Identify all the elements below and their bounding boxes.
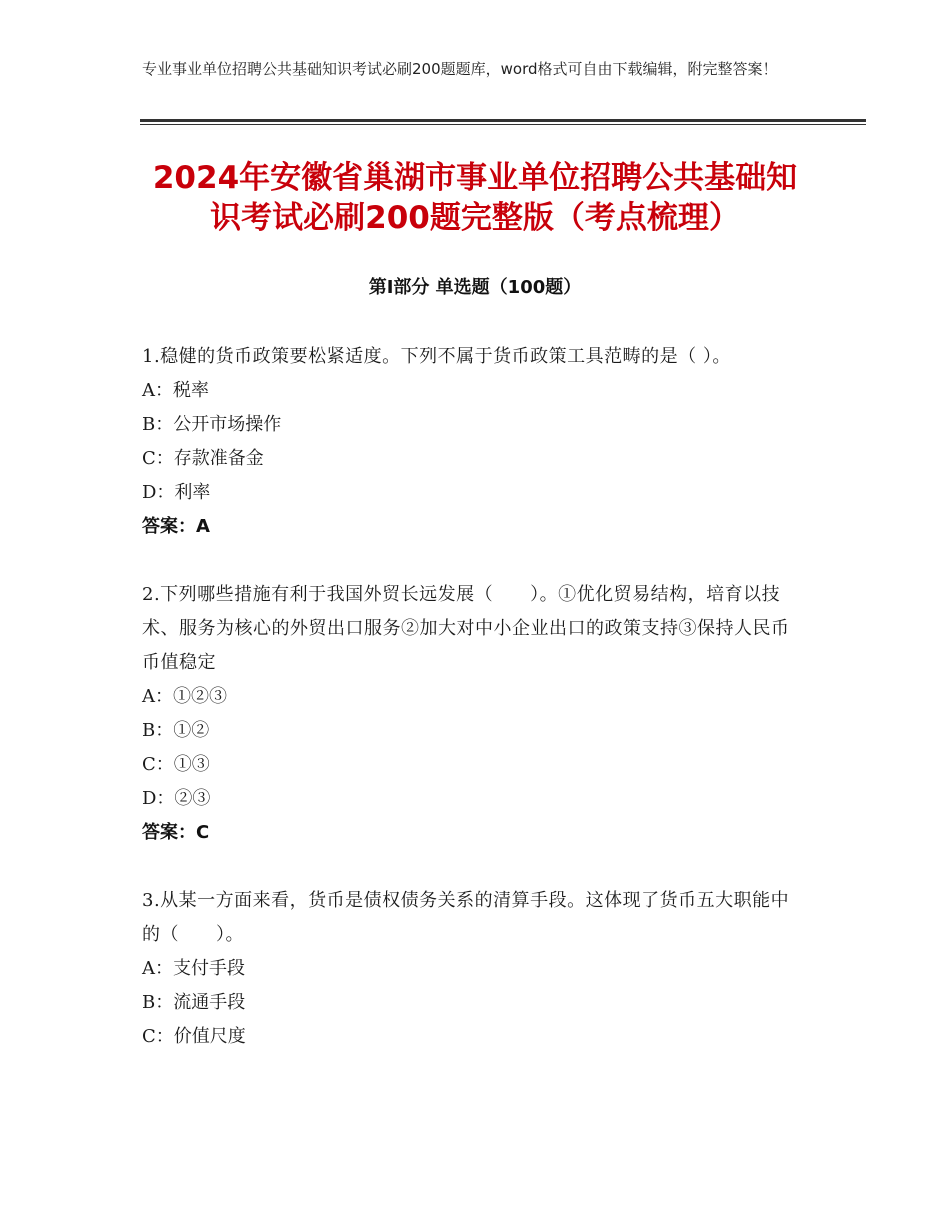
option-b: B：①②: [142, 720, 210, 741]
document-title: 2024年安徽省巢湖市事业单位招聘公共基础知识考试必刷200题完整版（考点梳理）: [152, 160, 798, 236]
header-divider-thin: [140, 124, 866, 125]
option-a: A：税率: [142, 380, 209, 401]
option-b: B：流通手段: [142, 992, 246, 1013]
section-heading: 第Ⅰ部分 单选题（100题）: [368, 277, 582, 298]
question-2: [142, 578, 802, 850]
option-c: C：存款准备金: [142, 448, 264, 469]
question-list: [142, 340, 802, 1088]
option-d: D：②③: [142, 788, 211, 809]
option-d: D：利率: [142, 482, 211, 503]
option-a: A：①②③: [142, 686, 227, 707]
answer-label: 答案：A: [142, 516, 210, 537]
question-3: [142, 884, 802, 1054]
header-divider-thick: [140, 119, 866, 122]
question-1: [142, 340, 802, 544]
question-text: 1.稳健的货币政策要松紧适度。下列不属于货币政策工具范畴的是（ ）。: [142, 346, 731, 367]
option-c: C：价值尺度: [142, 1026, 246, 1047]
header-note: 专业事业单位招聘公共基础知识考试必刷200题题库，word格式可自由下载编辑，附完整答案！: [142, 60, 778, 78]
question-text: 2.下列哪些措施有利于我国外贸长远发展（ ）。①优化贸易结构，培育以技术、服务为核心的外贸出口服务②加大对中小企业出口的政策支持③保持人民币币值稳定: [142, 584, 790, 673]
option-b: B：公开市场操作: [142, 414, 282, 435]
answer-label: 答案：C: [142, 822, 210, 843]
option-c: C：①③: [142, 754, 210, 775]
question-text: 3.从某一方面来看，货币是债权债务关系的清算手段。这体现了货币五大职能中的（ ）。: [142, 890, 790, 945]
option-a: A：支付手段: [142, 958, 245, 979]
